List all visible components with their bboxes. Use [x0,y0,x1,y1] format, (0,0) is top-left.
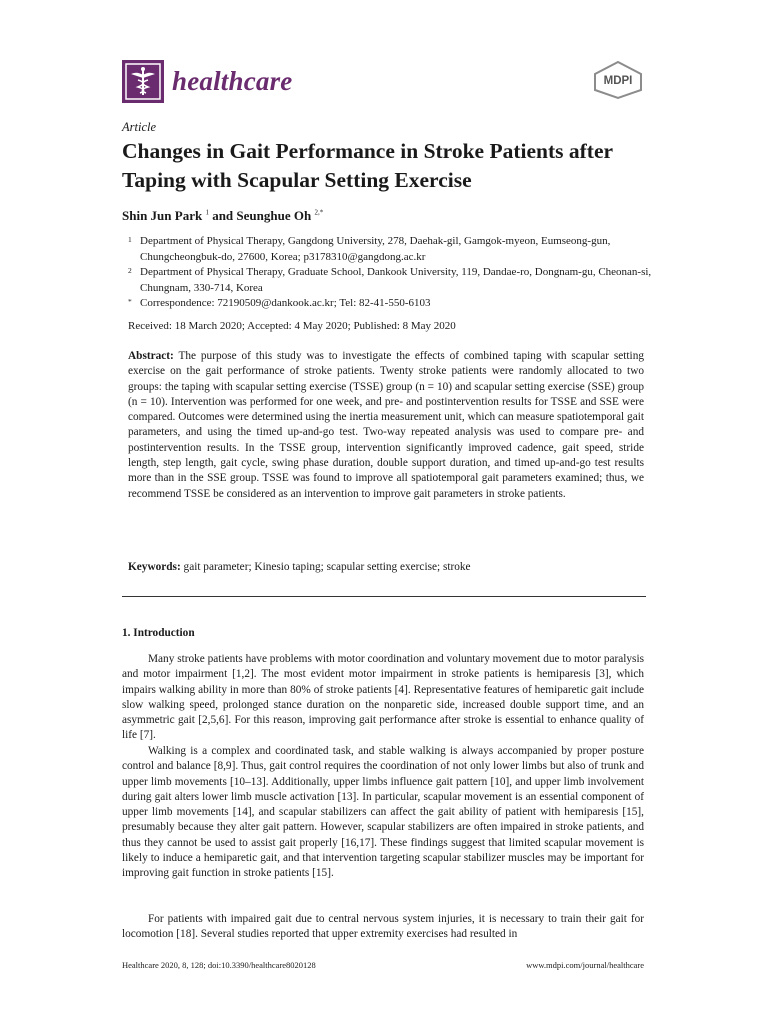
affiliation-marker: 2 [128,266,132,275]
article-type: Article [122,120,157,134]
paragraph-text: For patients with impaired gait due to central nervous system injuries, it is necessary to train their gait for locomotion [18]. Several studies reported that upper extremity exercises had resulted in [122,913,644,941]
keywords [128,560,644,575]
journal-name: healthcare [172,66,293,96]
footer-url[interactable]: www.mdpi.com/journal/healthcare [526,960,644,970]
author-list [122,208,323,224]
section-heading: 1. Introduction [122,627,195,639]
mdpi-logo-text: MDPI [603,75,633,87]
paragraph-text: Many stroke patients have problems with motor coordination and voluntary movement due to motor paralysis and motor impairment [1,2]. The most evident motor impairment in stroke patients is hemiparesis [3], which impairs walking ability in more than 80% of stroke patients [4]. Representative features of hemiparetic gait include slow walking speed, prolonged stance duration on the nonparetic side, increased double support time, and an asymmetric gait [2,5,6]. For this reason, improving gait performance after stroke is essential to enhance quality of life [7]. [122,653,644,742]
affiliation-text: Department of Physical Therapy, Graduate School, Dankook University, 119, Dandae-ro, Dongnam-gu, Cheonan-si, Chungnam, 330-714, Korea [140,266,652,294]
affiliation-text: Department of Physical Therapy, Gangdong University, 278, Daehak-gil, Gamgok-myeon, Eumseong-gun, Chungcheongbuk-do, 27600, Korea; p3178310@gangdong.ac.kr [140,235,611,263]
abstract-label: Abstract: [128,350,174,362]
caduceus-icon [122,60,164,103]
correspondence-text: Correspondence: 72190509@dankook.ac.kr; Tel: 82-41-550-6103 [140,297,431,309]
keywords-label: Keywords: [128,561,181,573]
divider [122,596,646,597]
affiliation-2 [128,265,658,296]
mdpi-logo [592,60,644,100]
author-1-affil: 1 [205,208,209,217]
footer-citation: Healthcare 2020, 8, 128; doi:10.3390/healthcare8020128 [122,960,316,970]
article-title: Changes in Gait Performance in Stroke Patients after Taping with Scapular Setting Exercise [122,139,613,192]
paragraph-3 [122,912,644,943]
mdpi-badge-icon [592,60,644,100]
keywords-text: gait parameter; Kinesio taping; scapular setting exercise; stroke [180,561,471,573]
author-1: Shin Jun Park [122,208,203,223]
journal-logo [122,60,164,103]
paragraph-2 [122,744,644,882]
author-2-affil: 2,* [314,208,324,217]
author-2: and Seunghue Oh [208,208,315,223]
paragraph-text: Walking is a complex and coordinated task, and stable walking is always accompanied by proper posture control and balance [8,9]. Thus, gait control requires the coordination of not only lower limbs but also of trunk and upper limb movements [10–13]. Additionally, upper limbs influence gait pattern [10], and upper limb involvement during gait alters lower limb muscle activation [13]. In particular, scapular movement is an essential component of upper limb movements [14], and scapular stabilizers can affect the gait ability of patient with hemiparesis [15], presumably because they alter gait pattern. However, scapular stabilizers are often impaired in stroke patients, and thus they cannot be used to assist gait properly [16,17]. These findings suggest that limited scapular movement is likely to induce a hemiparetic gait, and that intervention targeting scapular stabilizer muscles may be important for improving gait function in stroke patients [15]. [122,745,644,880]
affiliation-marker: * [128,297,132,306]
publication-dates: Received: 18 March 2020; Accepted: 4 May 2020; Published: 8 May 2020 [128,320,456,332]
paragraph-1 [122,652,644,744]
abstract [128,349,644,502]
correspondence [128,296,658,312]
affiliation-marker: 1 [128,235,132,244]
affiliation-1 [128,234,658,265]
abstract-text: The purpose of this study was to investigate the effects of combined taping with scapular setting exercise on the gait performance of stroke patients. Twenty stroke patients were randomly allocated to two groups: the taping with scapular setting exercise (TSSE) group (n = 10) and scapular setting exercise (SSE) group (n = 10). Intervention was performed for one week, and pre- and postintervention results for TSSE and SSE were compared. Outcomes were determined using the inertia measurement unit, which can measure spatiotemporal gait parameters, and using the timed up-and-go test. Two-way repeated analysis was used to compare pre- and postintervention results. In the TSSE group, intervention significantly improved cadence, gait speed, stride length, step length, gait cycle, swing phase duration, double support duration, and timed up-and-go test results more than in the SSE group. TSSE was found to improve all spatiotemporal gait parameters examined; thus, we recommend TSSE be considered as an intervention to improve gait parameters in stroke patients. [128,350,644,500]
